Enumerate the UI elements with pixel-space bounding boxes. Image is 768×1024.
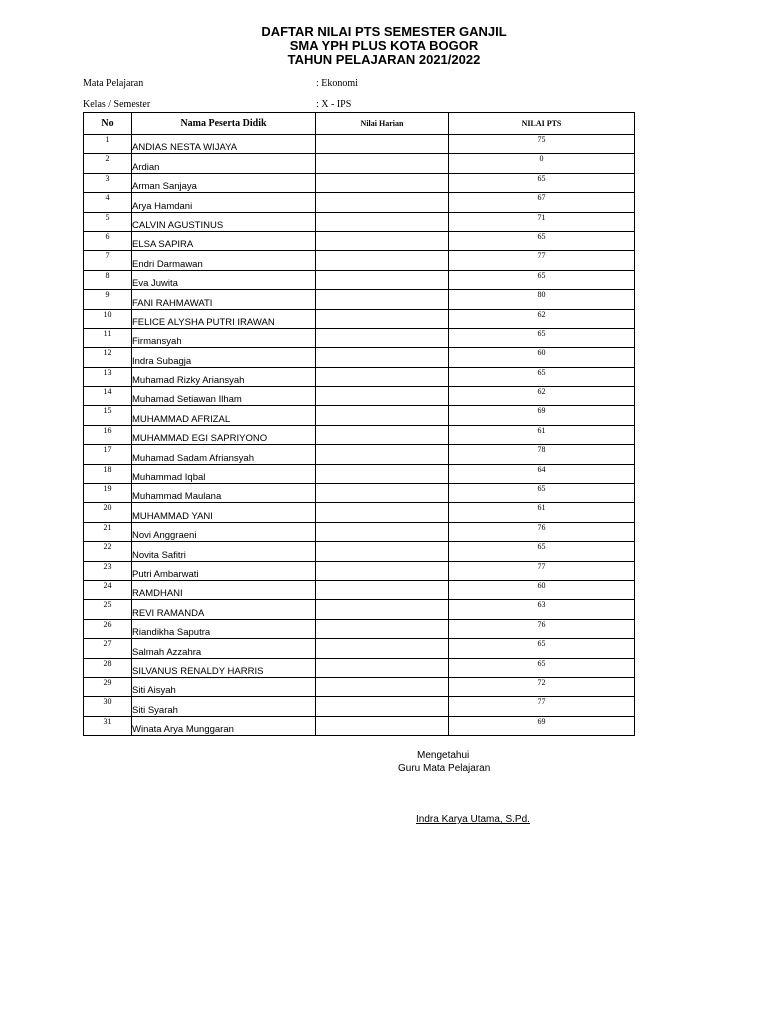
cell-nilai-pts: 65 — [449, 542, 635, 561]
document-title: DAFTAR NILAI PTS SEMESTER GANJIL — [261, 24, 507, 39]
cell-nilai-harian — [316, 251, 449, 270]
cell-no: 28 — [84, 658, 132, 677]
cell-nilai-pts: 76 — [449, 522, 635, 541]
header-no: No — [84, 113, 132, 135]
cell-nilai-pts: 65 — [449, 639, 635, 658]
cell-nilai-harian — [316, 639, 449, 658]
cell-nilai-pts: 0 — [449, 154, 635, 173]
cell-nilai-pts: 75 — [449, 135, 635, 154]
cell-nilai-pts: 69 — [449, 406, 635, 425]
cell-nilai-harian — [316, 425, 449, 444]
cell-no: 22 — [84, 542, 132, 561]
cell-no: 29 — [84, 677, 132, 696]
signature-name: Indra Karya Utama, S.Pd. — [416, 814, 530, 825]
header-nilai-pts: NILAI PTS — [449, 113, 635, 135]
table-row — [84, 697, 635, 716]
cell-student-name: Ardian — [132, 154, 316, 173]
cell-nilai-harian — [316, 367, 449, 386]
cell-no: 21 — [84, 522, 132, 541]
cell-student-name: Firmansyah — [132, 328, 316, 347]
cell-student-name: Salmah Azzahra — [132, 639, 316, 658]
cell-nilai-harian — [316, 406, 449, 425]
table-row — [84, 503, 635, 522]
table-row — [84, 270, 635, 289]
cell-no: 3 — [84, 173, 132, 192]
cell-nilai-pts: 65 — [449, 367, 635, 386]
cell-student-name: ANDIAS NESTA WIJAYA — [132, 135, 316, 154]
table-row — [84, 639, 635, 658]
cell-nilai-pts: 69 — [449, 716, 635, 735]
table-row — [84, 212, 635, 231]
cell-no: 20 — [84, 503, 132, 522]
cell-no: 24 — [84, 580, 132, 599]
cell-nilai-pts: 60 — [449, 348, 635, 367]
cell-student-name: SILVANUS RENALDY HARRIS — [132, 658, 316, 677]
cell-nilai-pts: 65 — [449, 173, 635, 192]
table-row — [84, 600, 635, 619]
cell-student-name: Muhamad Sadam Afriansyah — [132, 445, 316, 464]
cell-no: 18 — [84, 464, 132, 483]
academic-year: TAHUN PELAJARAN 2021/2022 — [287, 52, 481, 67]
cell-student-name: MUHAMMAD AFRIZAL — [132, 406, 316, 425]
cell-no: 17 — [84, 445, 132, 464]
cell-nilai-harian — [316, 561, 449, 580]
cell-student-name: Muhamad Setiawan Ilham — [132, 387, 316, 406]
cell-nilai-harian — [316, 173, 449, 192]
table-row — [84, 464, 635, 483]
cell-student-name: Winata Arya Munggaran — [132, 716, 316, 735]
cell-student-name: Putri Ambarwati — [132, 561, 316, 580]
table-row — [84, 367, 635, 386]
cell-no: 13 — [84, 367, 132, 386]
cell-nilai-harian — [316, 270, 449, 289]
cell-student-name: REVI RAMANDA — [132, 600, 316, 619]
cell-student-name: MUHAMMAD EGI SAPRIYONO — [132, 425, 316, 444]
table-row — [84, 580, 635, 599]
cell-nilai-harian — [316, 522, 449, 541]
table-row — [84, 677, 635, 696]
cell-no: 2 — [84, 154, 132, 173]
cell-nilai-harian — [316, 348, 449, 367]
cell-nilai-pts: 61 — [449, 425, 635, 444]
table-body — [84, 135, 635, 736]
cell-nilai-pts: 80 — [449, 290, 635, 309]
cell-student-name: Novita Safitri — [132, 542, 316, 561]
cell-nilai-pts: 71 — [449, 212, 635, 231]
cell-nilai-harian — [316, 387, 449, 406]
cell-no: 23 — [84, 561, 132, 580]
cell-nilai-pts: 67 — [449, 193, 635, 212]
cell-nilai-pts: 65 — [449, 231, 635, 250]
cell-no: 30 — [84, 697, 132, 716]
table-row — [84, 619, 635, 638]
cell-nilai-harian — [316, 328, 449, 347]
cell-nilai-harian — [316, 716, 449, 735]
cell-student-name: ELSA SAPIRA — [132, 231, 316, 250]
cell-no: 25 — [84, 600, 132, 619]
cell-nilai-harian — [316, 658, 449, 677]
table-row — [84, 561, 635, 580]
cell-nilai-harian — [316, 135, 449, 154]
cell-student-name: Eva Juwita — [132, 270, 316, 289]
subject-value: : Ekonomi — [316, 78, 358, 89]
cell-student-name: Muhammad Iqbal — [132, 464, 316, 483]
cell-no: 27 — [84, 639, 132, 658]
cell-nilai-harian — [316, 309, 449, 328]
cell-no: 10 — [84, 309, 132, 328]
header-nilai-harian: Nilai Harian — [316, 113, 449, 135]
cell-no: 12 — [84, 348, 132, 367]
cell-student-name: Indra Subagja — [132, 348, 316, 367]
cell-no: 1 — [84, 135, 132, 154]
cell-student-name: FANI RAHMAWATI — [132, 290, 316, 309]
cell-student-name: Muhamad Rizky Ariansyah — [132, 367, 316, 386]
cell-nilai-harian — [316, 212, 449, 231]
cell-no: 31 — [84, 716, 132, 735]
cell-no: 5 — [84, 212, 132, 231]
cell-nilai-harian — [316, 484, 449, 503]
table-row — [84, 406, 635, 425]
cell-no: 8 — [84, 270, 132, 289]
cell-student-name: Muhammad Maulana — [132, 484, 316, 503]
cell-student-name: Endri Darmawan — [132, 251, 316, 270]
table-row — [84, 328, 635, 347]
cell-no: 15 — [84, 406, 132, 425]
cell-student-name: Siti Syarah — [132, 697, 316, 716]
signature-acknowledged: Mengetahui — [417, 750, 470, 761]
table-row — [84, 135, 635, 154]
grades-table — [83, 112, 635, 736]
table-row — [84, 484, 635, 503]
cell-no: 7 — [84, 251, 132, 270]
cell-nilai-harian — [316, 677, 449, 696]
header-name: Nama Peserta Didik — [132, 113, 316, 135]
table-header-row — [84, 113, 635, 135]
cell-nilai-pts: 60 — [449, 580, 635, 599]
cell-nilai-pts: 77 — [449, 561, 635, 580]
table-row — [84, 251, 635, 270]
cell-nilai-pts: 64 — [449, 464, 635, 483]
subject-label: Mata Pelajaran — [83, 78, 144, 89]
cell-nilai-harian — [316, 503, 449, 522]
cell-nilai-harian — [316, 231, 449, 250]
cell-nilai-pts: 63 — [449, 600, 635, 619]
cell-nilai-pts: 77 — [449, 697, 635, 716]
cell-nilai-pts: 61 — [449, 503, 635, 522]
cell-student-name: Novi Anggraeni — [132, 522, 316, 541]
table-row — [84, 445, 635, 464]
cell-no: 9 — [84, 290, 132, 309]
cell-no: 4 — [84, 193, 132, 212]
cell-nilai-harian — [316, 580, 449, 599]
cell-nilai-pts: 65 — [449, 328, 635, 347]
cell-nilai-harian — [316, 193, 449, 212]
cell-nilai-harian — [316, 542, 449, 561]
cell-student-name: Arman Sanjaya — [132, 173, 316, 192]
cell-no: 11 — [84, 328, 132, 347]
cell-student-name: MUHAMMAD YANI — [132, 503, 316, 522]
cell-nilai-harian — [316, 445, 449, 464]
table-row — [84, 290, 635, 309]
table-row — [84, 522, 635, 541]
cell-nilai-harian — [316, 600, 449, 619]
cell-no: 16 — [84, 425, 132, 444]
cell-nilai-harian — [316, 464, 449, 483]
cell-nilai-pts: 76 — [449, 619, 635, 638]
table-row — [84, 425, 635, 444]
cell-nilai-harian — [316, 154, 449, 173]
cell-student-name: Siti Aisyah — [132, 677, 316, 696]
cell-student-name: Riandikha Saputra — [132, 619, 316, 638]
table-row — [84, 309, 635, 328]
table-row — [84, 173, 635, 192]
cell-student-name: Arya Hamdani — [132, 193, 316, 212]
cell-student-name: CALVIN AGUSTINUS — [132, 212, 316, 231]
table-row — [84, 716, 635, 735]
signature-role: Guru Mata Pelajaran — [398, 763, 491, 774]
class-value: : X - IPS — [316, 99, 352, 110]
table-row — [84, 231, 635, 250]
cell-no: 26 — [84, 619, 132, 638]
cell-student-name: FELICE ALYSHA PUTRI IRAWAN — [132, 309, 316, 328]
table-row — [84, 387, 635, 406]
cell-nilai-harian — [316, 290, 449, 309]
table-row — [84, 658, 635, 677]
cell-nilai-pts: 62 — [449, 309, 635, 328]
cell-nilai-pts: 65 — [449, 484, 635, 503]
cell-nilai-harian — [316, 619, 449, 638]
cell-nilai-pts: 65 — [449, 658, 635, 677]
cell-student-name: RAMDHANI — [132, 580, 316, 599]
table-row — [84, 348, 635, 367]
class-label: Kelas / Semester — [83, 99, 151, 110]
cell-no: 6 — [84, 231, 132, 250]
school-name: SMA YPH PLUS KOTA BOGOR — [289, 38, 479, 53]
table-row — [84, 154, 635, 173]
cell-nilai-pts: 72 — [449, 677, 635, 696]
cell-nilai-pts: 65 — [449, 270, 635, 289]
cell-nilai-pts: 78 — [449, 445, 635, 464]
cell-nilai-pts: 77 — [449, 251, 635, 270]
table-row — [84, 193, 635, 212]
cell-no: 19 — [84, 484, 132, 503]
cell-nilai-harian — [316, 697, 449, 716]
cell-nilai-pts: 62 — [449, 387, 635, 406]
cell-no: 14 — [84, 387, 132, 406]
table-row — [84, 542, 635, 561]
